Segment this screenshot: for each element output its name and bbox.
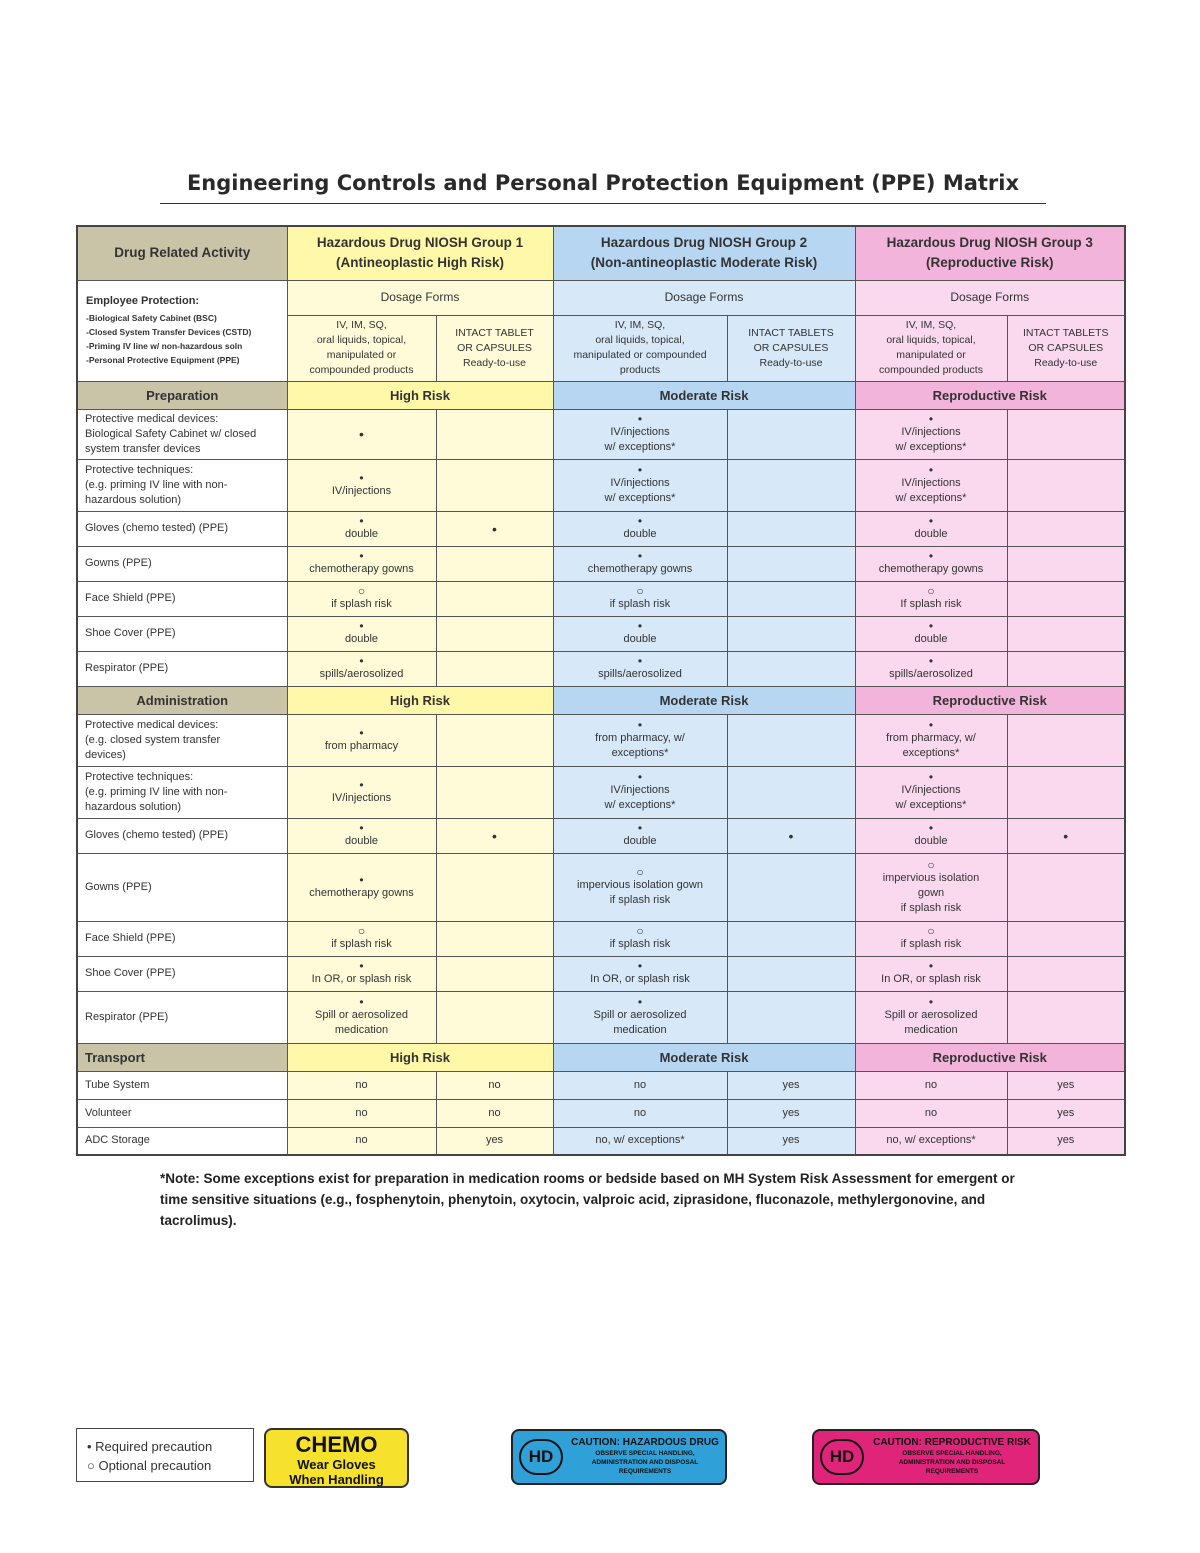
g2-cell: • IV/injections w/ exceptions* [553, 766, 727, 818]
g3-cell: • double [855, 818, 1007, 853]
required-dot: • [928, 619, 934, 633]
hd-badge-icon: HD [519, 1439, 563, 1475]
transport-heading: Transport [77, 1043, 287, 1071]
required-dot: • [359, 426, 364, 442]
g2-cell: • double [553, 616, 727, 651]
g2-cell: • from pharmacy, w/ exceptions* [553, 714, 727, 766]
optional-circle: ○ [357, 924, 366, 938]
hd-badge-icon: HD [820, 1439, 864, 1475]
prep-reproductive-risk: Reproductive Risk [855, 381, 1125, 409]
row-label: Volunteer [77, 1099, 287, 1127]
optional-circle: ○ [927, 924, 935, 938]
g3-intact-cell [1007, 459, 1125, 511]
g2-cell: ○ if splash risk [553, 921, 727, 956]
table-cell: no, w/ exceptions* [553, 1127, 727, 1155]
g1-cell: • from pharmacy [287, 714, 436, 766]
g2-intact-cell [727, 459, 855, 511]
g3-cell: • IV/injections w/ exceptions* [855, 409, 1007, 459]
table-row [77, 1071, 1125, 1099]
row-label: Face Shield (PPE) [77, 581, 287, 616]
administration-section-row [77, 686, 1125, 714]
g2-cell: • double [553, 511, 727, 546]
g3-form-manipulated: IV, IM, SQ, oral liquids, topical, manipulated or compounded products [855, 315, 1007, 381]
table-row [77, 1127, 1125, 1155]
table-row [77, 581, 1125, 616]
symbol-legend [76, 1428, 254, 1482]
required-dot: • [492, 520, 497, 537]
g1-cell: • chemotherapy gowns [287, 546, 436, 581]
g3-cell: • from pharmacy, w/ exceptions* [855, 714, 1007, 766]
required-dot: • [637, 463, 643, 477]
g3-cell: ○ impervious isolation gown if splash risk [855, 853, 1007, 921]
required-dot: • [359, 549, 364, 563]
g1-cell: • double [287, 511, 436, 546]
required-dot: • [637, 959, 643, 973]
group-header-row [77, 226, 1125, 280]
row-label: Shoe Cover (PPE) [77, 616, 287, 651]
g3-intact-cell [1007, 651, 1125, 686]
reproductive-risk-label: HD CAUTION: REPRODUCTIVE RISK OBSERVE SPECIAL HANDLING, ADMINISTRATION AND DISPOSAL REQUIREMENTS [812, 1429, 1040, 1485]
required-dot: • [359, 777, 364, 792]
g2-cell: • double [553, 818, 727, 853]
g1-intact-cell [436, 581, 553, 616]
row-label: Protective techniques: (e.g. priming IV line with non- hazardous solution) [77, 766, 287, 818]
row-label: Respirator (PPE) [77, 651, 287, 686]
required-dot: • [359, 959, 364, 973]
g1-intact-cell [436, 956, 553, 991]
g3-intact-cell [1007, 956, 1125, 991]
g3-cell: ○ if splash risk [855, 921, 1007, 956]
row-label: Protective medical devices: Biological Safety Cabinet w/ closed system transfer devices [77, 409, 287, 459]
table-cell: no [287, 1071, 436, 1099]
g1-intact-cell [436, 616, 553, 651]
required-dot: • [359, 821, 364, 835]
row-label: Gowns (PPE) [77, 853, 287, 921]
g3-intact-cell [1007, 511, 1125, 546]
g2-intact-cell [727, 956, 855, 991]
g3-cell: • double [855, 511, 1007, 546]
table-row [77, 714, 1125, 766]
table-row [77, 409, 1125, 459]
g1-intact-cell [436, 511, 553, 546]
prep-high-risk: High Risk [287, 381, 553, 409]
required-dot: • [928, 654, 934, 668]
g2-form-manipulated: IV, IM, SQ, oral liquids, topical, manipulated or compounded products [553, 315, 727, 381]
g1-cell [287, 409, 436, 459]
table-cell: yes [727, 1071, 855, 1099]
table-cell: yes [727, 1127, 855, 1155]
table-row [77, 1099, 1125, 1127]
row-label: Shoe Cover (PPE) [77, 956, 287, 991]
g2-cell: • chemotherapy gowns [553, 546, 727, 581]
optional-circle: ○ [927, 857, 935, 872]
table-row [77, 766, 1125, 818]
g3-intact-cell [1007, 991, 1125, 1043]
row-label: Gloves (chemo tested) (PPE) [77, 511, 287, 546]
required-dot: • [359, 995, 364, 1009]
g1-intact-cell [436, 714, 553, 766]
required-dot: • [637, 514, 643, 528]
preparation-heading: Preparation [77, 381, 287, 409]
g1-cell: • Spill or aerosolized medication [287, 991, 436, 1043]
g3-intact-cell [1007, 409, 1125, 459]
required-dot: • [492, 827, 497, 844]
g1-cell: • IV/injections [287, 766, 436, 818]
g3-form-intact: INTACT TABLETS OR CAPSULES Ready-to-use [1007, 315, 1125, 381]
table-row [77, 956, 1125, 991]
g1-intact-cell [436, 991, 553, 1043]
g1-form-intact: INTACT TABLET OR CAPSULES Ready-to-use [436, 315, 553, 381]
table-cell: no [553, 1099, 727, 1127]
transport-reproductive-risk: Reproductive Risk [855, 1043, 1125, 1071]
admin-reproductive-risk: Reproductive Risk [855, 686, 1125, 714]
g2-intact-cell [727, 921, 855, 956]
g3-intact-cell [1007, 616, 1125, 651]
g2-intact-cell [727, 991, 855, 1043]
g2-cell: • IV/injections w/ exceptions* [553, 459, 727, 511]
required-dot: • [928, 412, 934, 426]
required-dot: • [359, 619, 364, 633]
table-row [77, 616, 1125, 651]
table-row [77, 546, 1125, 581]
row-label: ADC Storage [77, 1127, 287, 1155]
g2-intact-cell [727, 546, 855, 581]
chemo-label-title: CHEMO [295, 1432, 378, 1457]
g3-intact-cell [1007, 921, 1125, 956]
prep-moderate-risk: Moderate Risk [553, 381, 855, 409]
g1-form-manipulated: IV, IM, SQ, oral liquids, topical, manipulated or compounded products [287, 315, 436, 381]
g2-intact-cell [727, 581, 855, 616]
g1-cell: • double [287, 818, 436, 853]
table-row [77, 511, 1125, 546]
g2-cell: ○ if splash risk [553, 581, 727, 616]
g3-intact-cell [1007, 546, 1125, 581]
g3-cell: • In OR, or splash risk [855, 956, 1007, 991]
g2-cell: ○ impervious isolation gown if splash risk [553, 853, 727, 921]
table-row [77, 818, 1125, 853]
optional-circle: ○ [636, 584, 644, 598]
table-cell: no [855, 1071, 1007, 1099]
g3-intact-cell [1007, 714, 1125, 766]
page-title: Engineering Controls and Personal Protection Equipment (PPE) Matrix [186, 171, 1020, 195]
table-cell: no [287, 1099, 436, 1127]
table-cell: no, w/ exceptions* [855, 1127, 1007, 1155]
ppe-matrix-table [76, 225, 1126, 1156]
row-label: Tube System [77, 1071, 287, 1099]
table-cell: yes [1007, 1099, 1125, 1127]
required-dot: • [637, 412, 643, 426]
required-dot: • [359, 872, 364, 887]
g1-intact-cell [436, 766, 553, 818]
required-dot: • [1063, 827, 1069, 844]
required-dot: • [637, 619, 643, 633]
table-cell: no [436, 1099, 553, 1127]
title-rule [160, 168, 1046, 204]
group2-header: Hazardous Drug NIOSH Group 2 (Non-antineoplastic Moderate Risk) [553, 226, 855, 280]
g3-intact-cell [1007, 581, 1125, 616]
required-dot: • [637, 549, 643, 563]
table-cell: yes [436, 1127, 553, 1155]
row-label: Gowns (PPE) [77, 546, 287, 581]
hazardous-drug-label: HD CAUTION: HAZARDOUS DRUG OBSERVE SPECIAL HANDLING, ADMINISTRATION AND DISPOSAL REQUIREMENTS [511, 1429, 727, 1485]
g2-cell: • Spill or aerosolized medication [553, 991, 727, 1043]
required-dot: • [788, 827, 794, 844]
row-label: Protective medical devices: (e.g. closed system transfer devices) [77, 714, 287, 766]
g2-intact-cell [727, 409, 855, 459]
required-dot: • [637, 821, 643, 835]
g3-cell: • Spill or aerosolized medication [855, 991, 1007, 1043]
required-dot: • [928, 514, 934, 528]
g3-cell: • double [855, 616, 1007, 651]
g1-dosage-forms: Dosage Forms [287, 280, 553, 315]
row-label: Gloves (chemo tested) (PPE) [77, 818, 287, 853]
required-dot: • [928, 821, 934, 835]
table-row [77, 921, 1125, 956]
g3-cell: ○ If splash risk [855, 581, 1007, 616]
admin-high-risk: High Risk [287, 686, 553, 714]
g2-intact-cell [727, 616, 855, 651]
g1-intact-cell [436, 651, 553, 686]
required-dot: • [637, 995, 643, 1009]
g3-intact-cell [1007, 853, 1125, 921]
g1-intact-cell [436, 459, 553, 511]
dosage-forms-row [77, 280, 1125, 315]
g2-intact-cell [727, 511, 855, 546]
g3-intact-cell [1007, 766, 1125, 818]
required-dot: • [928, 770, 934, 784]
transport-moderate-risk: Moderate Risk [553, 1043, 855, 1071]
g3-dosage-forms: Dosage Forms [855, 280, 1125, 315]
row-label: Face Shield (PPE) [77, 921, 287, 956]
optional-circle: ○ [636, 924, 644, 938]
table-cell: no [553, 1071, 727, 1099]
g1-cell: ○ if splash risk [287, 921, 436, 956]
g2-intact-cell [727, 651, 855, 686]
legend-required: • Required precaution [87, 1439, 213, 1454]
g1-cell: • IV/injections [287, 459, 436, 511]
g1-cell: ○ if splash risk [287, 581, 436, 616]
g2-intact-cell [727, 853, 855, 921]
required-dot: • [359, 470, 364, 485]
g3-cell: • IV/injections w/ exceptions* [855, 766, 1007, 818]
required-dot: • [928, 718, 934, 732]
g1-intact-cell [436, 921, 553, 956]
table-cell: no [287, 1127, 436, 1155]
activity-header: Drug Related Activity [77, 226, 287, 280]
table-cell: yes [1007, 1071, 1125, 1099]
table-cell: no [436, 1071, 553, 1099]
g2-dosage-forms: Dosage Forms [553, 280, 855, 315]
required-dot: • [637, 770, 643, 784]
g3-cell: • IV/injections w/ exceptions* [855, 459, 1007, 511]
g2-intact-cell [727, 714, 855, 766]
table-row [77, 991, 1125, 1043]
required-dot: • [359, 514, 364, 528]
table-cell: yes [1007, 1127, 1125, 1155]
optional-circle: ○ [927, 584, 935, 598]
g3-intact-cell [1007, 818, 1125, 853]
g1-cell: • In OR, or splash risk [287, 956, 436, 991]
required-dot: • [359, 725, 364, 740]
optional-circle: ○ [357, 584, 366, 598]
g3-cell: • chemotherapy gowns [855, 546, 1007, 581]
required-dot: • [928, 959, 934, 973]
table-cell: yes [727, 1099, 855, 1127]
table-row [77, 651, 1125, 686]
group1-header: Hazardous Drug NIOSH Group 1 (Antineoplastic High Risk) [287, 226, 553, 280]
group3-header: Hazardous Drug NIOSH Group 3 (Reproductive Risk) [855, 226, 1125, 280]
g2-intact-cell [727, 766, 855, 818]
g1-intact-cell [436, 818, 553, 853]
g2-cell: • In OR, or splash risk [553, 956, 727, 991]
g1-cell: • double [287, 616, 436, 651]
g2-form-intact: INTACT TABLETS OR CAPSULES Ready-to-use [727, 315, 855, 381]
row-label: Protective techniques: (e.g. priming IV line with non- hazardous solution) [77, 459, 287, 511]
g2-intact-cell [727, 818, 855, 853]
row-label: Respirator (PPE) [77, 991, 287, 1043]
required-dot: • [359, 654, 364, 668]
employee-protection-cell: Employee Protection: -Biological Safety Cabinet (BSC) -Closed System Transfer Devices (CSTD) -Priming IV line w/ non-hazardous soln -Personal Protective Equipment (PPE) [77, 280, 287, 381]
g3-cell: • spills/aerosolized [855, 651, 1007, 686]
table-cell: no [855, 1099, 1007, 1127]
preparation-section-row [77, 381, 1125, 409]
transport-section-row [77, 1043, 1125, 1071]
required-dot: • [928, 549, 934, 563]
footnote: *Note: Some exceptions exist for preparation in medication rooms or bedside based on MH System Risk Assessment for emergent or time sensitive situations (e.g., fosphenytoin, phenytoin, oxytocin, valproic acid, ziprasidone, fluconazole, methylergonovine, and tacrolimus). [160, 1171, 1015, 1228]
g2-cell: • IV/injections w/ exceptions* [553, 409, 727, 459]
administration-heading: Administration [77, 686, 287, 714]
table-row [77, 853, 1125, 921]
required-dot: • [637, 654, 643, 668]
table-row [77, 459, 1125, 511]
chemo-label: CHEMO Wear Gloves When Handling [264, 1428, 409, 1488]
legend-optional: ○ Optional precaution [87, 1458, 212, 1473]
required-dot: • [928, 995, 934, 1009]
g1-cell: • spills/aerosolized [287, 651, 436, 686]
required-dot: • [637, 718, 643, 732]
g1-intact-cell [436, 853, 553, 921]
g1-intact-cell [436, 546, 553, 581]
optional-circle: ○ [636, 865, 644, 879]
g2-cell: • spills/aerosolized [553, 651, 727, 686]
g1-cell: • chemotherapy gowns [287, 853, 436, 921]
transport-high-risk: High Risk [287, 1043, 553, 1071]
admin-moderate-risk: Moderate Risk [553, 686, 855, 714]
g1-intact-cell [436, 409, 553, 459]
required-dot: • [928, 463, 934, 477]
